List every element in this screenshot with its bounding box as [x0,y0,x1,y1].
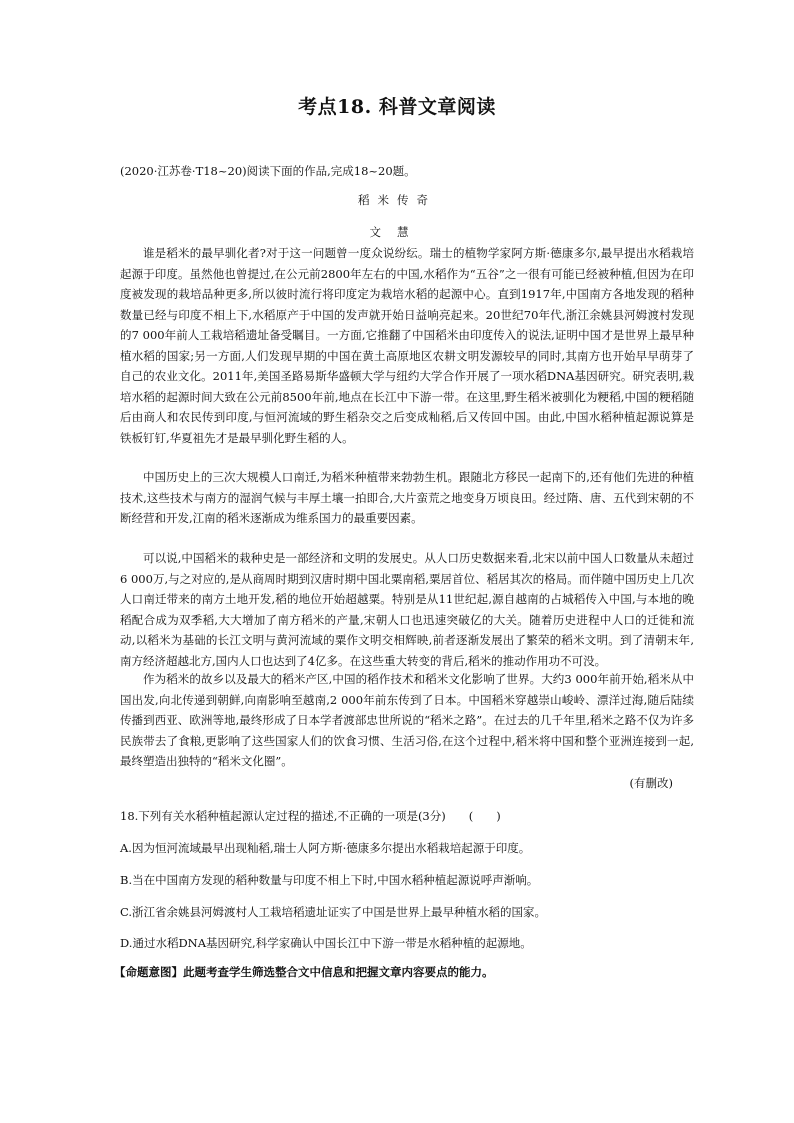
article-author: 文慧 [369,225,425,239]
article-paragraph: 作为稻米的故乡以及最大的稻米产区,中国的稻作技术和稻米文化影响了世界。大约3 000年前开始,稻米从中国出发,向北传递到朝鲜,向南影响至越南,2 000年前东传到了日本。中国稻米穿越崇山峻岭、漂洋过海,随后陆续传播到西亚、欧洲等地,最终形成了日本学者渡部忠世所说的“稻米之路”。在过去的几千年里,稻米之路不仅为许多民族带去了食粮,更影响了这些国家人们的饮食习惯、生活习俗,在这个过程中,稻米将中国和整个亚洲连接到一起,最终塑造出独特的“稻米文化圈”。 [120,672,694,768]
article-paragraph: 可以说,中国稻米的栽种史是一部经济和文明的发展史。从人口历史数据来看,北宋以前中国人口数量从未超过6 000万,与之对应的,是从商周时期到汉唐时期中国北粟南稻,粟居首位、稻居其次的格局。而伴随中国历史上几次人口南迁带来的南方土地开发,稻的地位开始超越粟。特别是从11世纪起,源自越南的占城稻传入中国,与本地的晚稻配合成为双季稻,大大增加了南方稻米的产量,宋朝人口也迅速突破亿的大关。随着历史进程中人口的迁徙和流动,以稻米为基础的长江文明与黄河流域的粟作文明交相辉映,前者逐渐发展出了繁荣的稻米文明。到了清朝末年,南方经济超越北方,国内人口也达到了4亿多。在这些重大转变的背后,稻米的推动作用功不可没。 [120,551,694,668]
abridged-note: (有删改) [629,776,673,790]
option-b: B.当在中国南方发现的稻种数量与印度不相上下时,中国水稻种植起源说呼声渐响。 [120,873,539,887]
option-a: A.因为恒河流域最早出现籼稻,瑞士人阿方斯·德康多尔提出水稻栽培起源于印度。 [120,841,531,855]
article-paragraph: 谁是稻米的最早驯化者?对于这一问题曾一度众说纷纭。瑞士的植物学家阿方斯·德康多尔,最早提出水稻栽培起源于印度。虽然他也曾提过,在公元前2800年左右的中国,水稻作为“五谷”之一很有可能已经被种植,但因为在印度被发现的栽培品种更多,所以彼时流行将印度定为栽培水稻的起源中心。直到1917年,中国南方各地发现的稻种数量已经与印度不相上下,水稻原产于中国的发声就开始日益响亮起来。20世纪70年代,浙江余姚县河姆渡村发现的7 000年前人工栽培稻遗址备受瞩目。一方面,它推翻了中国稻米由印度传入的说法,证明中国才是世界上最早种植水稻的国家;另一方面,人们发现早期的中国在黄土高原地区农耕文明发源较早的同时,其南方也开始早早萌芽了自己的农业文化。2011年,美国圣路易斯华盛顿大学与纽约大学合作开展了一项水稻DNA基因研究。研究表明,栽培水稻的起源时间大致在公元前8500年前,地点在长江中下游一带。在这里,野生稻米被驯化为粳稻,中国的粳稻随后由商人和农民传到印度,与恒河流域的野生稻杂交之后变成籼稻,后又传回中国。由此,中国水稻种植起源说算是铁板钉钉,华夏祖先才是最早驯化野生稻的人。 [120,246,694,445]
question-stem: 18.下列有关水稻种植起源认定过程的描述,不正确的一项是(3分) ( ) [120,809,501,823]
exam-source: (2020·江苏卷·T18~20)阅读下面的作品,完成18~20题。 [120,164,416,178]
option-c: C.浙江省余姚县河姆渡村人工栽培稻遗址证实了中国是世界上最早种植水稻的国家。 [120,905,547,919]
option-d: D.通过水稻DNA基因研究,科学家确认中国长江中下游一带是水稻种植的起源地。 [120,936,532,950]
article-paragraph: 中国历史上的三次大规模人口南迁,为稻米种植带来勃勃生机。跟随北方移民一起南下的,还有他们先进的种植技术,这些技术与南方的湿润气候与丰厚土壤一拍即合,大片蛮荒之地变身万顷良田。经过隋、唐、五代到宋朝的不断经营和开发,江南的稻米逐渐成为维系国力的最重要因素。 [120,470,694,525]
page-title: 考点18. 科普文章阅读 [298,96,496,118]
question-intent: 【命题意图】此题考查学生筛选整合文中信息和把握文章内容要点的能力。 [114,965,494,979]
article-title: 稻米传奇 [358,193,436,207]
